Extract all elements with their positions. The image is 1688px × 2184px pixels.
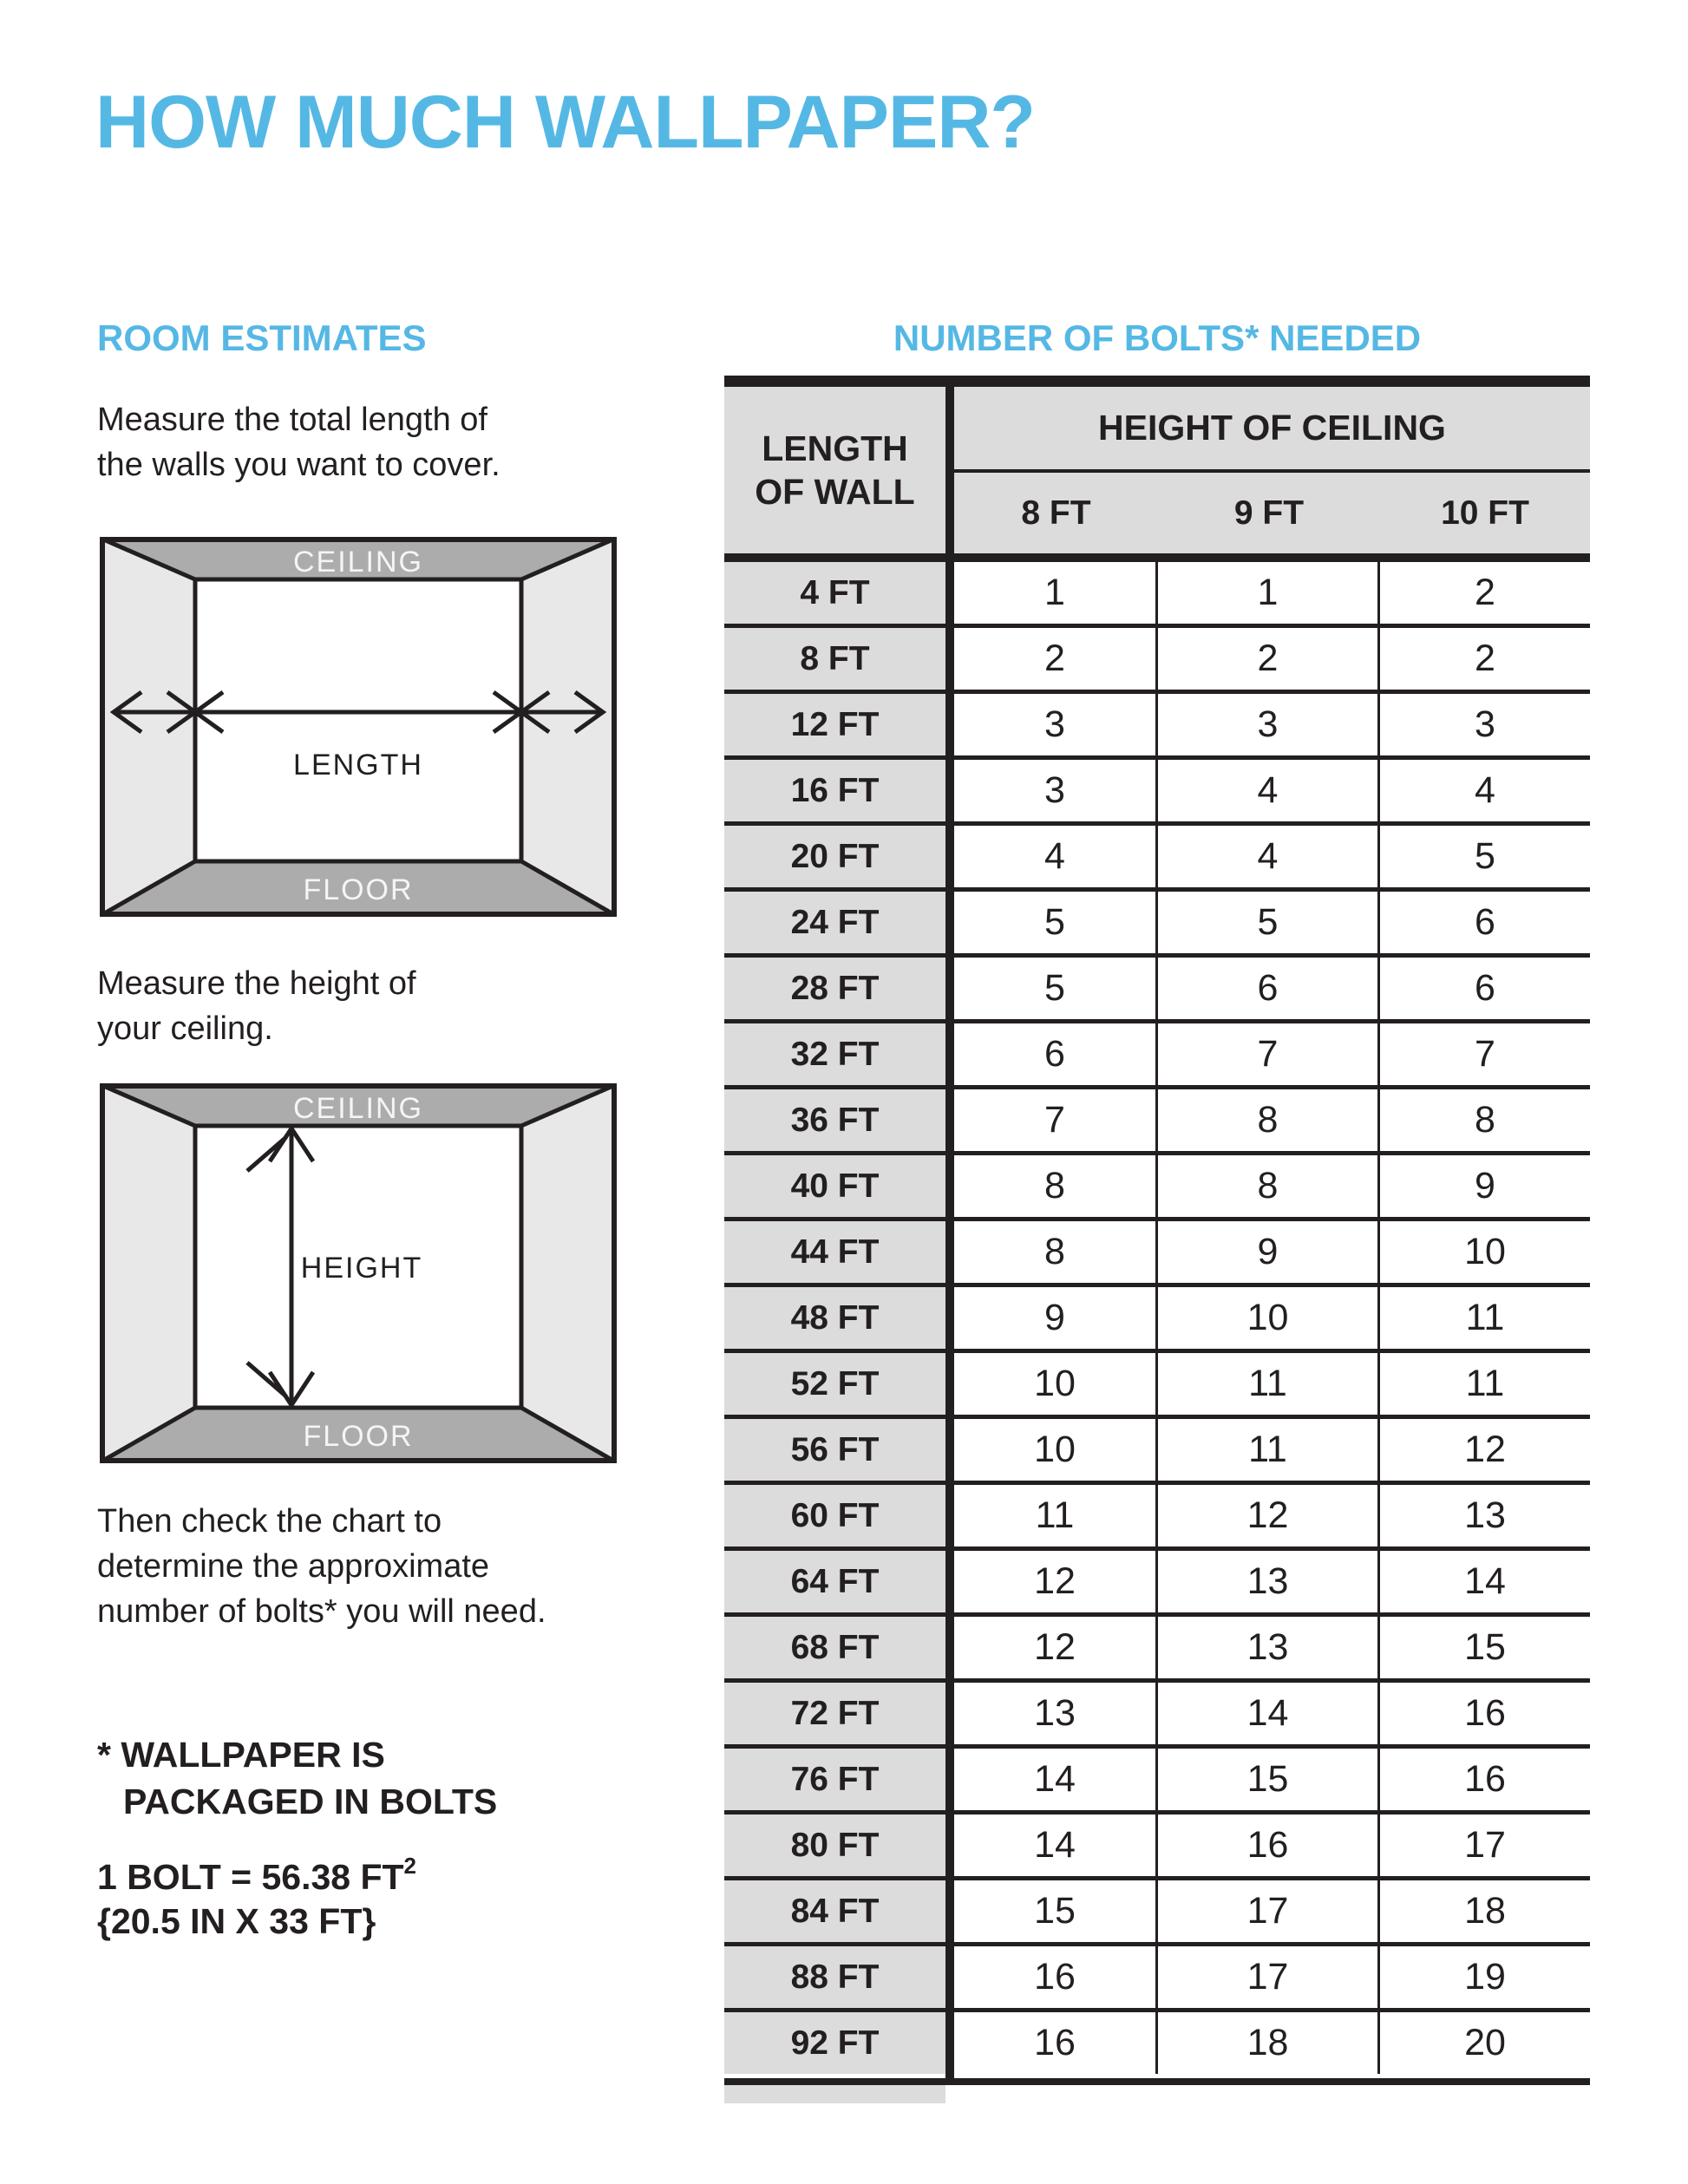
cell-value-8ft: 10: [954, 1419, 1155, 1481]
ceiling-label: CEILING: [292, 1092, 424, 1125]
table-row: [724, 1815, 1590, 1880]
cell-value-8ft: 16: [954, 2012, 1155, 2074]
row-label: 68 FT: [724, 1617, 945, 1678]
cell-value-9ft: 2: [1158, 628, 1377, 690]
row-label: 52 FT: [724, 1353, 945, 1415]
cell-value-9ft: 11: [1158, 1353, 1377, 1415]
cell-value-10ft: 11: [1380, 1353, 1590, 1415]
table-top-border: [724, 376, 1590, 387]
column-header-8ft: 8 FT: [1021, 494, 1091, 532]
row-label: 48 FT: [724, 1287, 945, 1349]
row-label: 12 FT: [724, 694, 945, 755]
table-row: [724, 892, 1590, 958]
back-wall-shape: [195, 579, 521, 861]
cell-value-9ft: 7: [1158, 1023, 1377, 1085]
cell-value-8ft: 1: [954, 562, 1155, 624]
cell-value-10ft: 10: [1380, 1221, 1590, 1283]
table-row: [724, 958, 1590, 1023]
row-label: 92 FT: [724, 2012, 945, 2074]
cell-value-10ft: 14: [1380, 1551, 1590, 1612]
row-label: 72 FT: [724, 1683, 945, 1744]
column-headers-row: [954, 473, 1590, 553]
row-label: 56 FT: [724, 1419, 945, 1481]
cell-value-8ft: 6: [954, 1023, 1155, 1085]
room-length-diagram: [100, 537, 617, 917]
cell-value-8ft: 10: [954, 1353, 1155, 1415]
cell-value-9ft: 16: [1158, 1815, 1377, 1876]
table-main-divider: [945, 376, 954, 2085]
left-wall-shape: [101, 539, 195, 915]
cell-value-9ft: 8: [1158, 1155, 1377, 1217]
cell-value-10ft: 8: [1380, 1089, 1590, 1151]
cell-value-9ft: 10: [1158, 1287, 1377, 1349]
cell-value-9ft: 3: [1158, 694, 1377, 755]
cell-value-9ft: 5: [1158, 892, 1377, 953]
length-label: LENGTH: [293, 749, 423, 781]
table-row: [724, 562, 1590, 628]
cell-value-10ft: 11: [1380, 1287, 1590, 1349]
column-header-9ft: 9 FT: [1233, 494, 1305, 532]
cell-value-8ft: 15: [954, 1880, 1155, 1942]
right-wall-shape: [521, 1085, 615, 1461]
cell-value-8ft: 12: [954, 1551, 1155, 1612]
cell-value-8ft: 8: [954, 1155, 1155, 1217]
cell-value-8ft: 12: [954, 1617, 1155, 1678]
cell-value-9ft: 1: [1158, 562, 1377, 624]
row-label: 20 FT: [724, 826, 945, 887]
cell-value-8ft: 5: [954, 892, 1155, 953]
cell-value-9ft: 17: [1158, 1880, 1377, 1942]
cell-value-10ft: 5: [1380, 826, 1590, 887]
cell-value-9ft: 13: [1158, 1551, 1377, 1612]
row-label: 88 FT: [724, 1946, 945, 2008]
cell-value-8ft: 7: [954, 1089, 1155, 1151]
cell-value-8ft: 16: [954, 1946, 1155, 2008]
row-label: 36 FT: [724, 1089, 945, 1151]
cell-value-10ft: 12: [1380, 1419, 1590, 1481]
cell-value-8ft: 11: [954, 1485, 1155, 1546]
table-row: [724, 760, 1590, 826]
table-row: [724, 1221, 1590, 1287]
row-label: 76 FT: [724, 1749, 945, 1810]
table-row: [724, 1155, 1590, 1221]
row-header-line: OF WALL: [755, 472, 915, 512]
section-heading-bolts-needed: NUMBER OF BOLTS* NEEDED: [893, 317, 1422, 358]
page-title: HOW MUCH WALLPAPER?: [95, 81, 1035, 164]
instruction-check-chart: [97, 1499, 546, 1634]
cell-value-10ft: 18: [1380, 1880, 1590, 1942]
instruction-line: determine the approximate: [97, 1548, 490, 1585]
footnote-line: PACKAGED IN BOLTS: [123, 1782, 498, 1821]
table-row: [724, 1353, 1590, 1419]
cell-value-9ft: 9: [1158, 1221, 1377, 1283]
cell-value-10ft: 3: [1380, 694, 1590, 755]
floor-label: FLOOR: [303, 873, 414, 906]
table-row: [724, 694, 1590, 760]
cell-value-9ft: 17: [1158, 1946, 1377, 2008]
instruction-line: your ceiling.: [97, 1010, 273, 1047]
table-row: [724, 1683, 1590, 1749]
instruction-measure-height: [97, 961, 416, 1051]
row-header-cell: [724, 387, 945, 553]
cell-value-8ft: 9: [954, 1287, 1155, 1349]
cell-value-10ft: 6: [1380, 892, 1590, 953]
bolt-equation: [97, 1853, 416, 1898]
instruction-line: number of bolts* you will need.: [97, 1593, 546, 1630]
right-wall-shape: [521, 539, 615, 915]
table-row: [724, 1485, 1590, 1551]
table-row: [724, 1419, 1590, 1485]
cell-value-10ft: 6: [1380, 958, 1590, 1019]
row-label: 60 FT: [724, 1485, 945, 1546]
bolt-equation-text: 1 BOLT = 56.38 FT: [97, 1857, 404, 1897]
row-label: 44 FT: [724, 1221, 945, 1283]
height-label: HEIGHT: [300, 1252, 423, 1285]
row-label: 64 FT: [724, 1551, 945, 1612]
row-label: 40 FT: [724, 1155, 945, 1217]
row-label: 28 FT: [724, 958, 945, 1019]
ceiling-label: CEILING: [292, 546, 424, 579]
table-header: [724, 387, 1590, 553]
floor-label: FLOOR: [303, 1420, 414, 1453]
cell-value-10ft: 17: [1380, 1815, 1590, 1876]
column-header-10ft: 10 FT: [1441, 494, 1529, 532]
column-group-header: HEIGHT OF CEILING: [954, 387, 1590, 473]
cell-value-10ft: 2: [1380, 628, 1590, 690]
cell-value-8ft: 3: [954, 760, 1155, 821]
table-row: [724, 1617, 1590, 1683]
cell-value-9ft: 4: [1158, 760, 1377, 821]
row-label: 4 FT: [724, 562, 945, 624]
cell-value-8ft: 4: [954, 826, 1155, 887]
table-row: [724, 2012, 1590, 2074]
footnote-line: * WALLPAPER IS: [97, 1735, 385, 1775]
bolts-footnote: [97, 1731, 497, 1825]
cell-value-10ft: 4: [1380, 760, 1590, 821]
cell-value-9ft: 18: [1158, 2012, 1377, 2074]
row-label: 84 FT: [724, 1880, 945, 1942]
cell-value-8ft: 8: [954, 1221, 1155, 1283]
cell-value-9ft: 12: [1158, 1485, 1377, 1546]
row-label: 80 FT: [724, 1815, 945, 1876]
cell-value-10ft: 16: [1380, 1749, 1590, 1810]
row-header-line: LENGTH: [762, 428, 908, 468]
instruction-line: Then check the chart to: [97, 1503, 442, 1540]
bolts-table: [724, 376, 1590, 2103]
cell-value-9ft: 4: [1158, 826, 1377, 887]
row-label: 8 FT: [724, 628, 945, 690]
table-header-divider: [724, 553, 1590, 562]
cell-value-8ft: 5: [954, 958, 1155, 1019]
table-row: [724, 1089, 1590, 1155]
bolt-equation-exponent: 2: [403, 1853, 417, 1879]
cell-value-9ft: 6: [1158, 958, 1377, 1019]
table-row: [724, 1023, 1590, 1089]
table-row: [724, 826, 1590, 892]
cell-value-8ft: 2: [954, 628, 1155, 690]
ceiling-height-diagram: [100, 1083, 617, 1463]
instruction-line: Measure the total length of: [97, 402, 487, 438]
instruction-measure-length: [97, 397, 501, 487]
cell-value-8ft: 13: [954, 1683, 1155, 1744]
cell-value-8ft: 3: [954, 694, 1155, 755]
cell-value-9ft: 15: [1158, 1749, 1377, 1810]
row-label: 16 FT: [724, 760, 945, 821]
instruction-line: Measure the height of: [97, 965, 416, 1002]
table-row: [724, 628, 1590, 694]
cell-value-10ft: 16: [1380, 1683, 1590, 1744]
table-footer-stub: [724, 2085, 945, 2103]
section-heading-room-estimates: ROOM ESTIMATES: [97, 317, 427, 358]
table-row: [724, 1287, 1590, 1353]
left-wall-shape: [101, 1085, 195, 1461]
table-bottom-border: [724, 2078, 1590, 2085]
row-label: 32 FT: [724, 1023, 945, 1085]
bolt-dimensions: {20.5 IN X 33 FT}: [97, 1901, 376, 1941]
cell-value-10ft: 19: [1380, 1946, 1590, 2008]
cell-value-10ft: 13: [1380, 1485, 1590, 1546]
table-body: [724, 562, 1590, 2074]
cell-value-8ft: 14: [954, 1749, 1155, 1810]
cell-value-10ft: 20: [1380, 2012, 1590, 2074]
cell-value-8ft: 14: [954, 1815, 1155, 1876]
instruction-line: the walls you want to cover.: [97, 447, 501, 483]
cell-value-9ft: 11: [1158, 1419, 1377, 1481]
cell-value-10ft: 15: [1380, 1617, 1590, 1678]
table-row: [724, 1946, 1590, 2012]
table-row: [724, 1551, 1590, 1617]
cell-value-10ft: 2: [1380, 562, 1590, 624]
table-row: [724, 1880, 1590, 1946]
cell-value-9ft: 13: [1158, 1617, 1377, 1678]
cell-value-10ft: 9: [1380, 1155, 1590, 1217]
cell-value-9ft: 8: [1158, 1089, 1377, 1151]
cell-value-9ft: 14: [1158, 1683, 1377, 1744]
table-row: [724, 1749, 1590, 1815]
cell-value-10ft: 7: [1380, 1023, 1590, 1085]
row-label: 24 FT: [724, 892, 945, 953]
